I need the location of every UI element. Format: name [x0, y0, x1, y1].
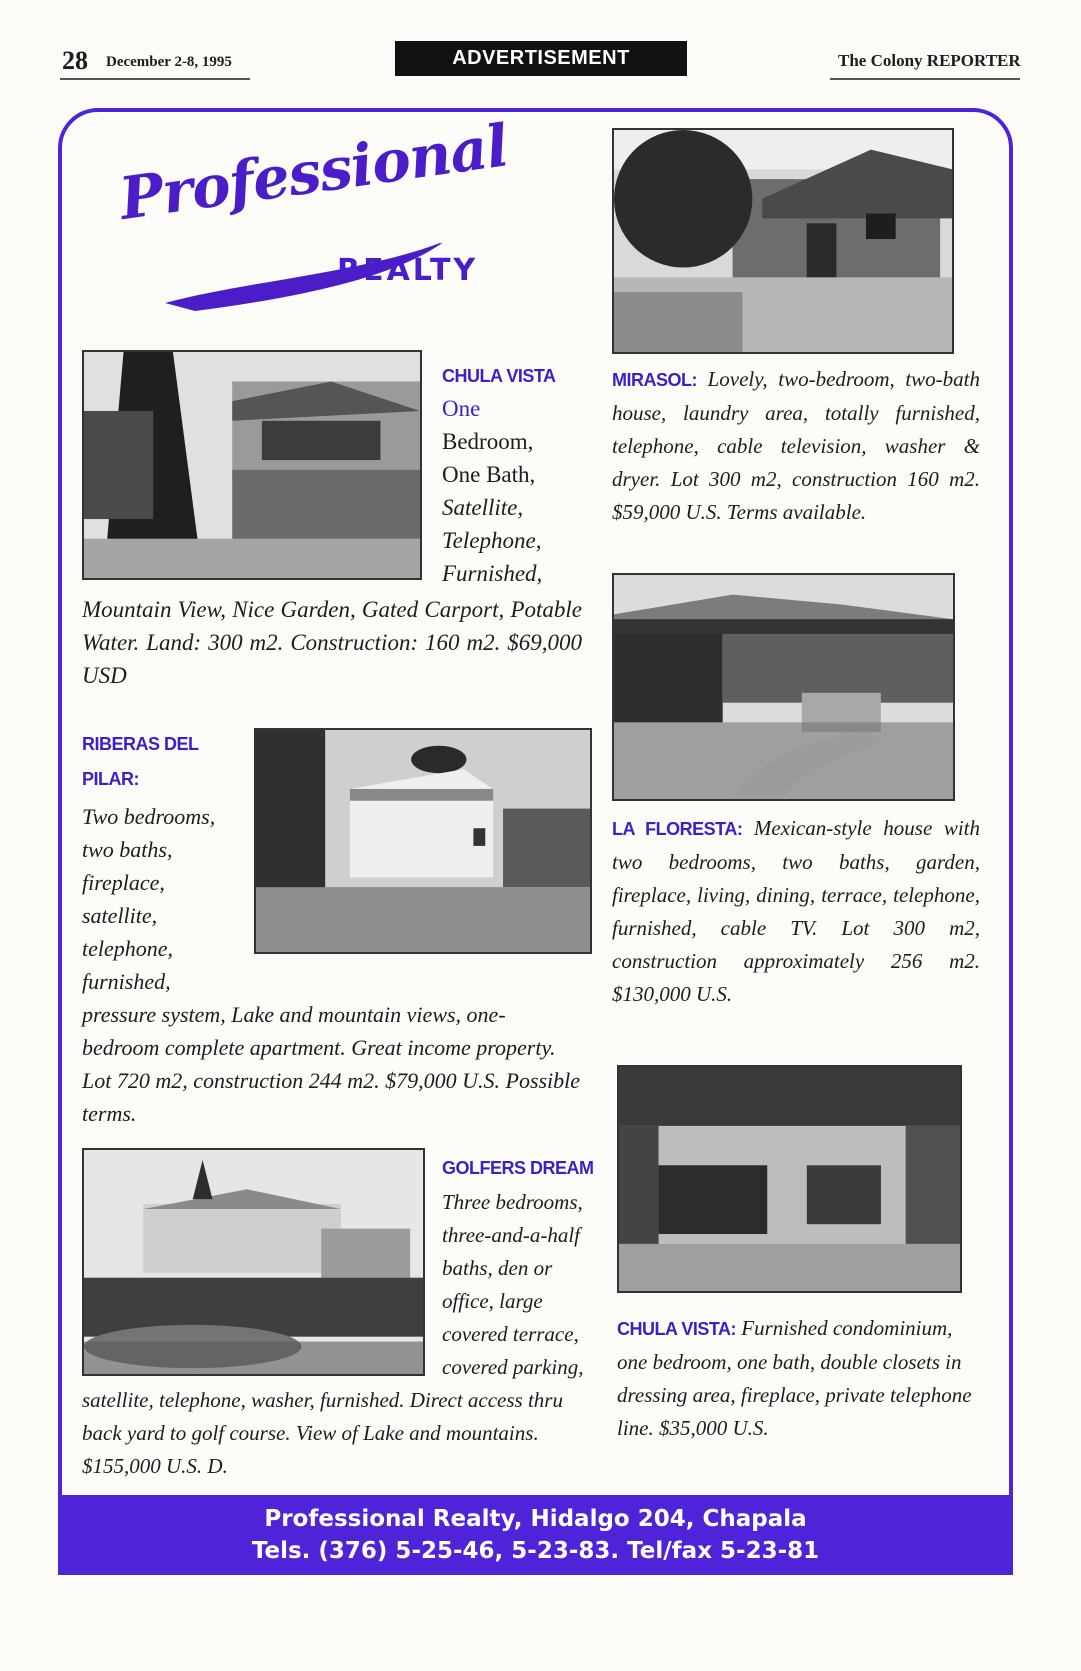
listing-features-riberas [82, 800, 215, 998]
listing-description-riberas: pressure system, Lake and mountain views, one-bedroom complete apartment. Great income property. Lot 720 m2, construction 244 m2. $79,000 U.S. Possible terms. [82, 1002, 581, 1126]
page-number: 28 [62, 46, 88, 75]
listing-title-chula-vista: CHULA VISTA [442, 366, 556, 386]
feature-line: furnished, [82, 969, 171, 994]
photo-chula-vista-condominium [617, 1065, 962, 1293]
feature-line: covered parking, [442, 1355, 584, 1379]
listing-title-riberas-line2: PILAR: [82, 769, 139, 789]
logo-script-text: Professional [115, 111, 512, 233]
feature-line: three-and-a-half [442, 1223, 581, 1247]
listing-features-chula-vista [442, 392, 542, 590]
contact-footer [58, 1495, 1013, 1575]
listing-description-mirasol: Lovely, two-bedroom, two-bath house, laundry area, totally furnished, telephone, cable television, washer & dryer. Lot 300 m2, construction 160 m2. $59,000 U.S. Terms available. [612, 367, 981, 524]
listing-description-golfers-dream: satellite, telephone, washer, furnished. Direct access thru back yard to golf course. View of Lake and mountains. $155,000 U.S. D. [82, 1388, 563, 1478]
listing-description-chula-vista-condominium: Furnished condominium, one bedroom, one bath, double closets in dressing area, fireplace, private telephone line. $35,000 U.S. [617, 1316, 972, 1440]
feature-line: covered terrace, [442, 1322, 579, 1346]
photo-mirasol-house [612, 128, 954, 354]
feature-line: One Bath, [442, 462, 536, 487]
listing-title-mirasol: MIRASOL: [612, 370, 697, 390]
feature-line: Furnished, [442, 561, 543, 586]
listing-description-chula-vista: Mountain View, Nice Garden, Gated Carport, Potable Water. Land: 300 m2. Construction: 160 m2. $69,000 USD [82, 597, 582, 688]
feature-line: Two bedrooms, [82, 804, 216, 829]
listing-mirasol [612, 363, 980, 529]
listing-description-la-floresta: Mexican-style house with two bedrooms, two baths, garden, fireplace, living, dining, terrace, telephone, furnished, cable TV. Lot 300 m2, construction approximately 256 m2. $130,000 U.S. [612, 816, 981, 1006]
header-rule-left [60, 78, 250, 80]
photo-golfers-dream-house [82, 1148, 425, 1376]
listing-la-floresta [612, 812, 980, 1011]
professional-realty-logo [115, 111, 512, 305]
footer-address: Professional Realty, Hidalgo 204, Chapala [264, 1506, 807, 1532]
feature-line: two baths, [82, 837, 173, 862]
listing-chula-vista-condominium [617, 1312, 982, 1445]
listing-title-golfers-dream: GOLFERS DREAM [442, 1158, 594, 1178]
footer-phones: Tels. (376) 5-25-46, 5-23-83. Tel/fax 5-23-81 [251, 1538, 820, 1564]
feature-line: fireplace, [82, 870, 165, 895]
feature-line: satellite, [82, 903, 158, 928]
feature-line: Telephone, [442, 528, 542, 553]
photo-chula-vista-house [82, 350, 422, 580]
feature-line: Three bedrooms, [442, 1190, 583, 1214]
issue-date: December 2-8, 1995 [106, 54, 232, 70]
feature-line: Satellite, [442, 495, 524, 520]
logo-realty-text: REALTY [337, 253, 479, 288]
photo-riberas-del-pilar-house [254, 728, 592, 954]
feature-line: telephone, [82, 936, 174, 961]
listing-title-riberas-line1: RIBERAS DEL [82, 734, 199, 754]
listing-title-chula-vista-condominium: CHULA VISTA: [617, 1319, 736, 1339]
feature-line: office, large [442, 1289, 543, 1313]
photo-la-floresta-house [612, 573, 955, 801]
feature-line: One [442, 396, 481, 421]
listing-features-golfers-dream [442, 1186, 590, 1384]
feature-line: Bedroom, [442, 429, 534, 454]
feature-line: baths, den or [442, 1256, 553, 1280]
header-rule-right [830, 78, 1020, 80]
listing-title-la-floresta: LA FLORESTA: [612, 819, 743, 839]
publication-name: The Colony REPORTER [838, 51, 1021, 70]
advertisement-banner: ADVERTISEMENT [395, 41, 687, 76]
